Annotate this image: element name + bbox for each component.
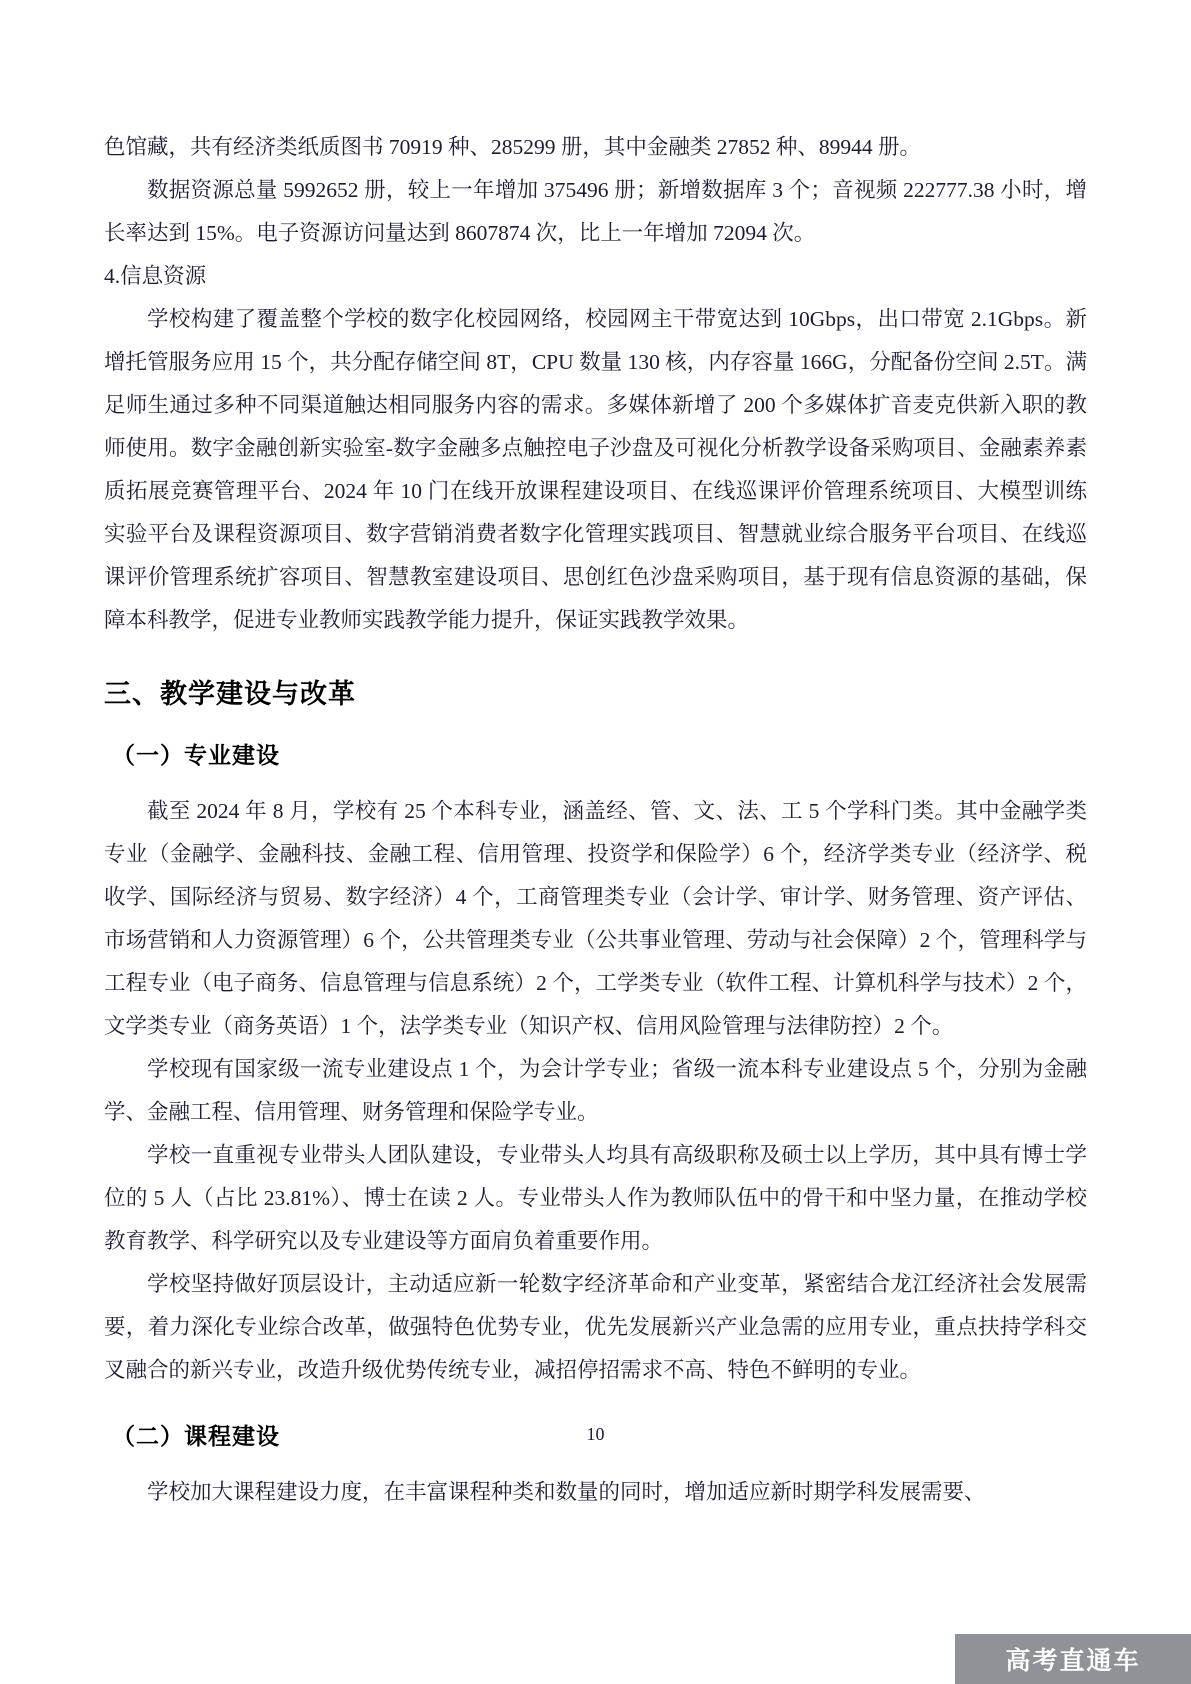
- page-number: 10: [586, 1424, 605, 1444]
- paragraph-majors-overview: 截至 2024 年 8 月，学校有 25 个本科专业，涵盖经、管、文、法、工 5 个学科门类。其中金融学类专业（金融学、金融科技、金融工程、信用管理、投资学和保险学）6 个，经济学类专业（经济学、税收学、国际经济与贸易、数字经济）4 个，工商管理类专业（会计学、审计学、财务管理、资产评估、市场营销和人力资源管理）6 个，公共管理类专业（公共事业管理、劳动与社会保障）2 个，管理科学与工程专业（电子商务、信息管理与信息系统）2 个，工学类专业（软件工程、计算机科学与技术）2 个，文学类专业（商务英语）1 个，法学类专业（知识产权、信用风险管理与法律防控）2 个。: [104, 799, 1087, 1038]
- heading-info-resources: 4.信息资源: [104, 264, 207, 288]
- watermark-badge: 高考直通车: [955, 1634, 1191, 1684]
- subsection-heading-major-construction: （一）专业建设: [112, 742, 280, 768]
- paragraph-major-leaders: 学校一直重视专业带头人团队建设，专业带头人均具有高级职称及硕士以上学历，其中具有博士学位的 5 人（占比 23.81%）、博士在读 2 人。专业带头人作为教师队伍中的骨干和中坚力量，在推动学校教育教学、科学研究以及专业建设等方面肩负着重要作用。: [104, 1143, 1087, 1253]
- paragraph-data-resources: 数据资源总量 5992652 册，较上一年增加 375496 册；新增数据库 3 个；音视频 222777.38 小时，增长率达到 15%。电子资源访问量达到 8607874 次，比上一年增加 72094 次。: [104, 178, 1087, 245]
- paragraph-first-class-majors: 学校现有国家级一流专业建设点 1 个，为会计学专业；省级一流本科专业建设点 5 个，分别为金融学、金融工程、信用管理、财务管理和保险学专业。: [104, 1057, 1087, 1124]
- paragraph-top-level-design: 学校坚持做好顶层设计，主动适应新一轮数字经济革命和产业变革，紧密结合龙江经济社会发展需要，着力深化专业综合改革，做强特色优势专业，优先发展新兴产业急需的应用专业，重点扶持学科交叉融合的新兴专业，改造升级优势传统专业，减招停招需求不高、特色不鲜明的专业。: [104, 1272, 1087, 1382]
- section-heading-teaching-construction: 三、教学建设与改革: [104, 679, 356, 709]
- paragraph-info-resources: 学校构建了覆盖整个学校的数字化校园网络，校园网主干带宽达到 10Gbps，出口带宽 2.1Gbps。新增托管服务应用 15 个，共分配存储空间 8T，CPU 数量 130 核，内存容量 166G，分配备份空间 2.5T。满足师生通过多种不同渠道触达相同服务内容的需求。多媒体新增了 200 个多媒体扩音麦克供新入职的教师使用。数字金融创新实验室-数字金融多点触控电子沙盘及可视化分析教学设备采购项目、金融素养素质拓展竞赛管理平台、2024 年 10 门在线开放课程建设项目、在线巡课评价管理系统项目、大模型训练实验平台及课程资源项目、数字营销消费者数字化管理实践项目、智慧就业综合服务平台项目、在线巡课评价管理系统扩容项目、智慧教室建设项目、思创红色沙盘采购项目，基于现有信息资源的基础，保障本科教学，促进专业教师实践教学能力提升，保证实践教学效果。: [104, 307, 1087, 632]
- paragraph-course-construction: 学校加大课程建设力度，在丰富课程种类和数量的同时，增加适应新时期学科发展需要、: [147, 1480, 986, 1504]
- paragraph-library-collection: 色馆藏，共有经济类纸质图书 70919 种、285299 册，其中金融类 27852 种、89944 册。: [104, 135, 922, 159]
- subsection-heading-course-construction: （二）课程建设: [112, 1423, 280, 1449]
